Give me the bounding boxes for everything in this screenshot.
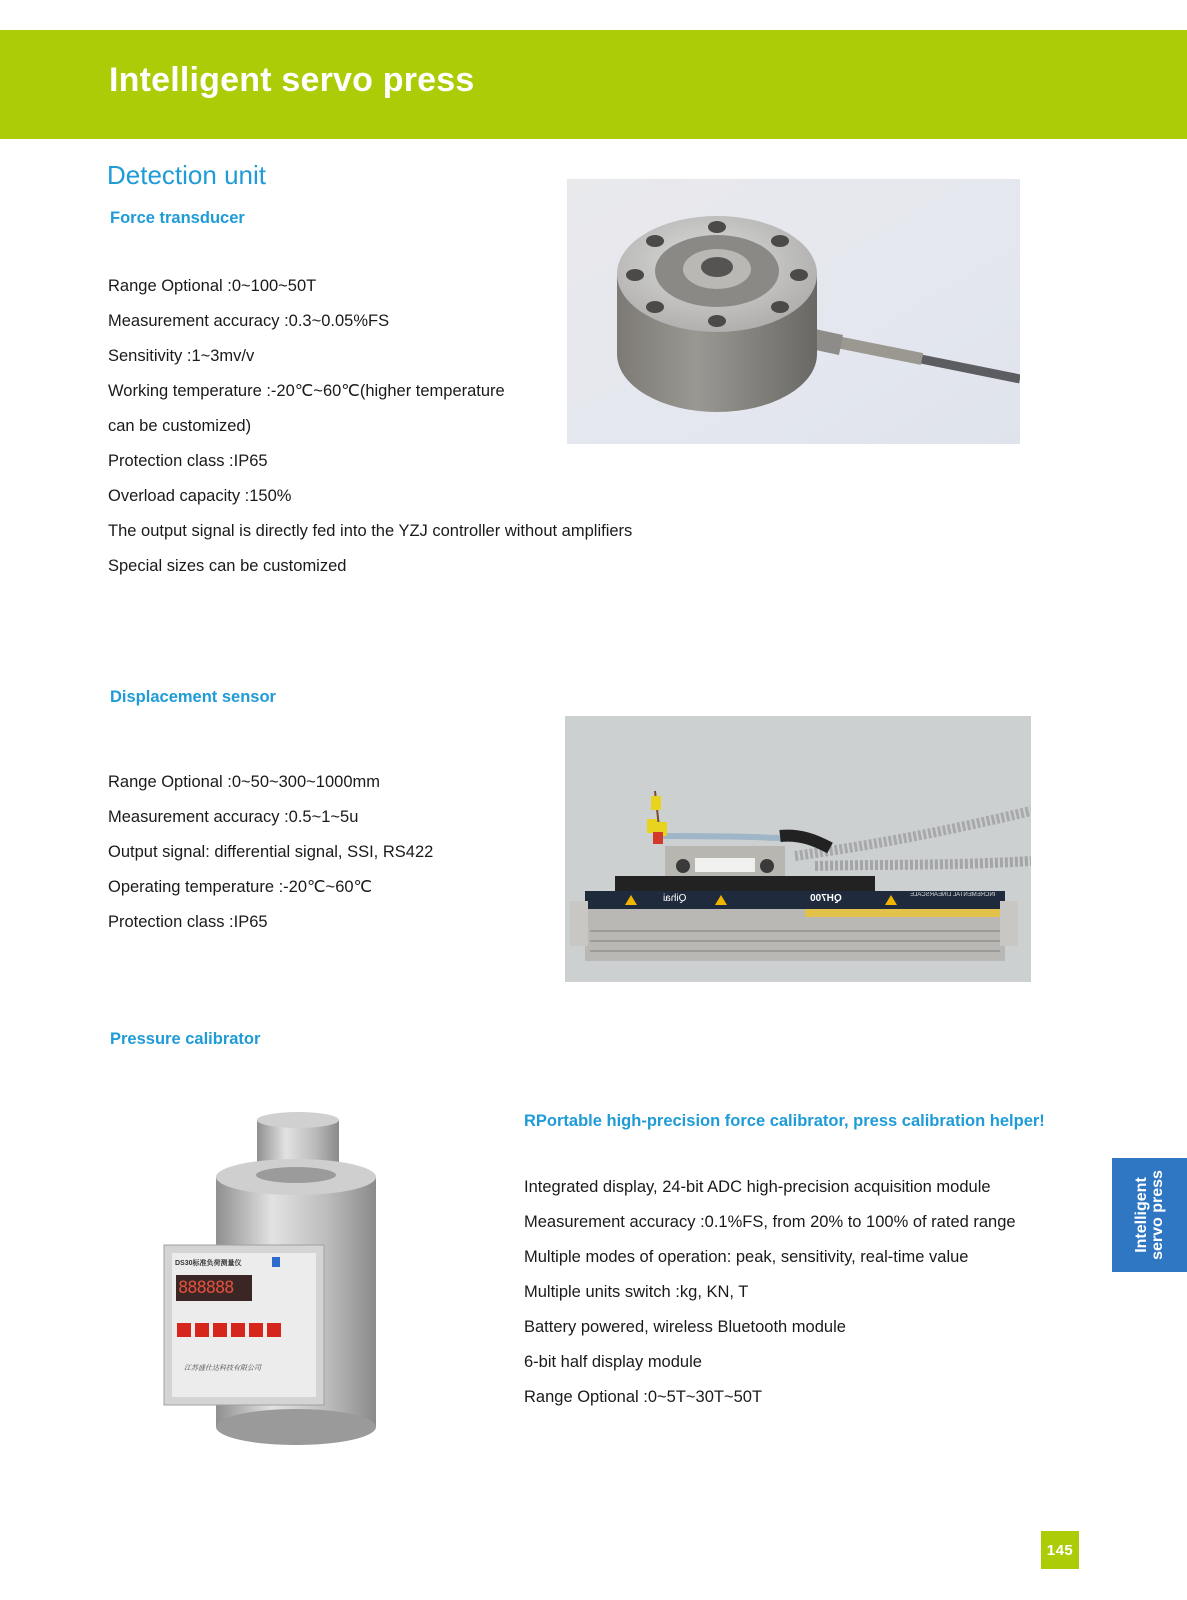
header-banner: [0, 30, 1187, 139]
calibrator-maker-label: 江苏盛仕达科技有限公司: [184, 1365, 261, 1372]
spec-item: Multiple units switch :kg, KN, T: [524, 1283, 749, 1301]
spec-item: Working temperature :-20℃~60℃(higher temperature: [108, 382, 505, 400]
side-tab-line2: servo press: [1148, 1170, 1166, 1260]
section-title: Detection unit: [107, 160, 266, 190]
side-tab-line1: Intelligent: [1132, 1177, 1150, 1253]
side-section-tab[interactable]: [1112, 1158, 1187, 1272]
force-transducer-image: [567, 179, 1020, 444]
spec-item: Measurement accuracy :0.3~0.05%FS: [108, 312, 390, 330]
spec-item: Special sizes can be customized: [108, 557, 347, 575]
displacement-sensor-specs: [108, 765, 433, 940]
pressure-calibrator-specs: [524, 1170, 1016, 1415]
spec-item: Integrated display, 24-bit ADC high-precision acquisition module: [524, 1178, 991, 1196]
spec-item: Multiple modes of operation: peak, sensitivity, real-time value: [524, 1248, 969, 1266]
force-transducer-specs: [108, 269, 632, 584]
spec-item: Operating temperature :-20℃~60℃: [108, 878, 373, 896]
spec-item: Sensitivity :1~3mv/v: [108, 347, 255, 365]
page-title: Intelligent servo press: [109, 61, 475, 99]
spec-item: 6-bit half display module: [524, 1353, 702, 1371]
sensor-type-label: INCREMENTAL LINEARSCALE: [910, 892, 996, 898]
page-number: 145: [1041, 1531, 1079, 1569]
calibrator-model-label: DS30标准负荷测量仪: [175, 1260, 242, 1267]
calibrator-display: 888888: [178, 1278, 234, 1298]
spec-item: Output signal: differential signal, SSI, RS422: [108, 843, 434, 861]
spec-item: Range Optional :0~50~300~1000mm: [108, 773, 380, 791]
sensor-brand-label: Qihai: [663, 893, 687, 904]
spec-item: Protection class :IP65: [108, 452, 268, 470]
displacement-sensor-heading: Displacement sensor: [110, 688, 276, 706]
spec-item: Range Optional :0~5T~30T~50T: [524, 1388, 763, 1406]
displacement-sensor-image: [565, 716, 1031, 982]
spec-item: Range Optional :0~100~50T: [108, 277, 317, 295]
side-tab-label: [1134, 1170, 1166, 1260]
pressure-calibrator-image: [144, 1105, 446, 1460]
spec-item: Protection class :IP65: [108, 913, 268, 931]
sensor-model-label: QH700: [810, 893, 842, 904]
spec-item: Battery powered, wireless Bluetooth module: [524, 1318, 846, 1336]
force-transducer-heading: Force transducer: [110, 209, 245, 227]
spec-item: Measurement accuracy :0.1%FS, from 20% to 100% of rated range: [524, 1213, 1016, 1231]
calibrator-tagline: RPortable high-precision force calibrator, press calibration helper!: [524, 1112, 1045, 1130]
spec-item: Overload capacity :150%: [108, 487, 292, 505]
spec-item: The output signal is directly fed into the YZJ controller without amplifiers: [108, 522, 633, 540]
spec-item: can be customized): [108, 417, 252, 435]
pressure-calibrator-heading: Pressure calibrator: [110, 1030, 261, 1048]
spec-item: Measurement accuracy :0.5~1~5u: [108, 808, 359, 826]
